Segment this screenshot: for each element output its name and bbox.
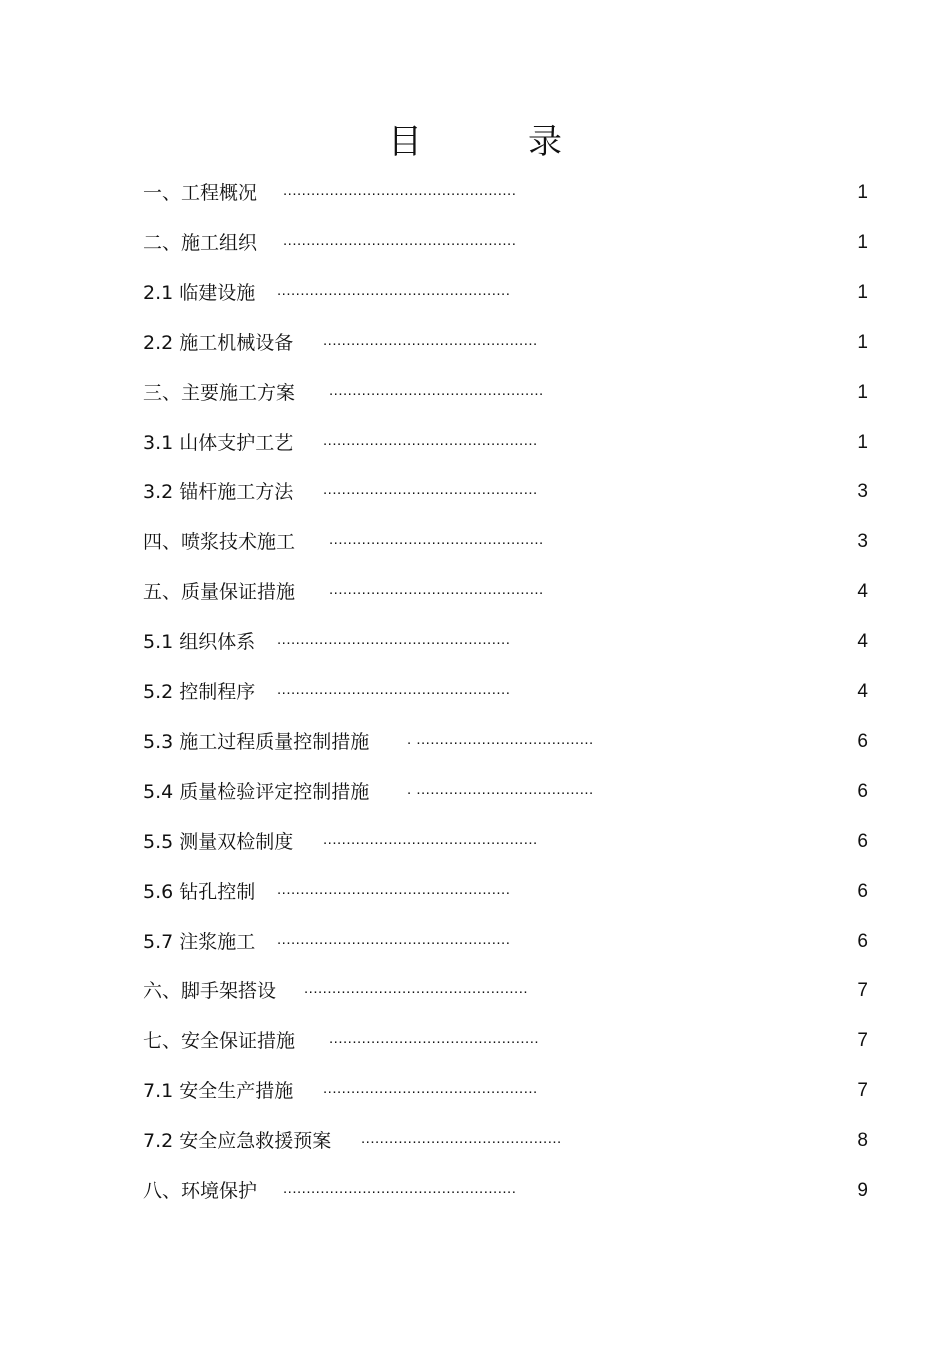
toc-entry-page: 4 [857, 581, 868, 603]
toc-entry-label: 五、质量保证措施 [143, 581, 296, 604]
toc-entry-label: 5.5 测量双检制度 [143, 830, 294, 853]
toc-entry-9[interactable] [0, 567, 950, 617]
toc-entry-page: 7 [857, 980, 868, 1002]
toc-entry-leader: .............................................. [323, 1080, 538, 1098]
toc-entry-17[interactable] [0, 966, 950, 1016]
toc-entry-page: 1 [857, 231, 868, 253]
toc-entry-page: 9 [857, 1180, 868, 1201]
toc-entry-21[interactable] [0, 1166, 950, 1216]
toc-entry-leader: .............................................. [329, 381, 544, 399]
toc-entry-page: 1 [857, 381, 868, 403]
toc-entry-page: 4 [857, 631, 868, 653]
toc-entry-leader: .................................................. [283, 182, 517, 199]
toc-entry-label: 7.2 安全应急救援预案 [143, 1130, 332, 1153]
toc-entry-page: 7 [857, 1030, 868, 1052]
toc-entry-label: 5.3 施工过程质量控制措施 [143, 730, 370, 753]
toc-entry-7[interactable] [0, 467, 950, 517]
table-of-contents [0, 168, 950, 1218]
toc-entry-page: 6 [857, 880, 868, 902]
toc-entry-page: 6 [857, 830, 868, 852]
toc-entry-12[interactable] [0, 717, 950, 767]
toc-entry-page: 1 [857, 331, 868, 353]
toc-entry-page: 3 [857, 531, 868, 553]
toc-entry-label: 八、环境保护 [143, 1180, 258, 1202]
toc-entry-label: 5.4 质量检验评定控制措施 [143, 780, 370, 803]
toc-entry-page: 8 [857, 1130, 868, 1152]
toc-entry-label: 六、脚手架搭设 [143, 980, 277, 1003]
toc-entry-16[interactable] [0, 917, 950, 967]
toc-entry-leader: .............................................. [329, 581, 544, 599]
toc-entry-label: 3.2 锚杆施工方法 [143, 481, 294, 504]
toc-entry-leader: . ...................................... [407, 730, 594, 748]
toc-entry-11[interactable] [0, 667, 950, 717]
toc-entry-label: 5.7 注浆施工 [143, 930, 256, 953]
toc-entry-leader: .................................................. [277, 880, 511, 898]
toc-entry-6[interactable] [0, 418, 950, 468]
toc-entry-18[interactable] [0, 1016, 950, 1066]
toc-entry-leader: ........................................... [361, 1130, 562, 1148]
toc-entry-page: 6 [857, 730, 868, 752]
toc-entry-page: 1 [857, 281, 868, 303]
toc-entry-leader: .................................................. [277, 681, 511, 698]
page-title: 目 录 [388, 122, 598, 162]
toc-entry-2[interactable] [0, 218, 950, 268]
toc-entry-page: 3 [857, 481, 868, 503]
toc-entry-19[interactable] [0, 1066, 950, 1116]
toc-entry-leader: .................................................. [277, 281, 511, 299]
toc-entry-leader: .............................................. [323, 830, 538, 848]
toc-entry-label: 5.6 钻孔控制 [143, 880, 256, 903]
toc-entry-15[interactable] [0, 867, 950, 917]
toc-entry-label: 二、施工组织 [143, 231, 258, 254]
toc-entry-leader: .................................................. [277, 631, 511, 649]
toc-entry-label: 5.1 组织体系 [143, 631, 256, 654]
toc-entry-leader: .............................................. [329, 531, 544, 549]
toc-entry-label: 三、主要施工方案 [143, 381, 296, 404]
toc-entry-3[interactable] [0, 268, 950, 318]
toc-entry-5[interactable] [0, 368, 950, 418]
toc-entry-label: 3.1 山体支护工艺 [143, 431, 294, 454]
toc-entry-10[interactable] [0, 617, 950, 667]
toc-entry-label: 七、安全保证措施 [143, 1030, 296, 1053]
toc-entry-leader: . ...................................... [407, 780, 594, 798]
toc-entry-label: 2.1 临建设施 [143, 281, 256, 304]
toc-entry-leader: .................................................. [277, 930, 511, 948]
toc-entry-1[interactable] [0, 168, 950, 218]
toc-entry-page: 7 [857, 1080, 868, 1102]
toc-entry-page: 1 [857, 182, 868, 203]
toc-entry-8[interactable] [0, 517, 950, 567]
toc-entry-leader: .............................................. [323, 331, 538, 349]
toc-entry-leader: ............................................. [329, 1030, 540, 1048]
toc-entry-page: 4 [857, 681, 868, 702]
toc-entry-label: 一、工程概况 [143, 182, 258, 204]
toc-entry-leader: ................................................ [304, 980, 529, 998]
toc-entry-page: 1 [857, 431, 868, 453]
toc-entry-label: 2.2 施工机械设备 [143, 331, 294, 354]
toc-entry-label: 5.2 控制程序 [143, 681, 256, 703]
toc-entry-leader: .................................................. [283, 1180, 517, 1197]
toc-entry-20[interactable] [0, 1116, 950, 1166]
toc-entry-13[interactable] [0, 767, 950, 817]
toc-entry-4[interactable] [0, 318, 950, 368]
toc-entry-page: 6 [857, 930, 868, 952]
toc-entry-page: 6 [857, 780, 868, 802]
toc-entry-leader: .................................................. [283, 231, 517, 249]
toc-entry-label: 四、喷浆技术施工 [143, 531, 296, 554]
toc-entry-leader: .............................................. [323, 431, 538, 449]
toc-entry-leader: .............................................. [323, 481, 538, 499]
toc-entry-14[interactable] [0, 817, 950, 867]
toc-entry-label: 7.1 安全生产措施 [143, 1080, 294, 1103]
